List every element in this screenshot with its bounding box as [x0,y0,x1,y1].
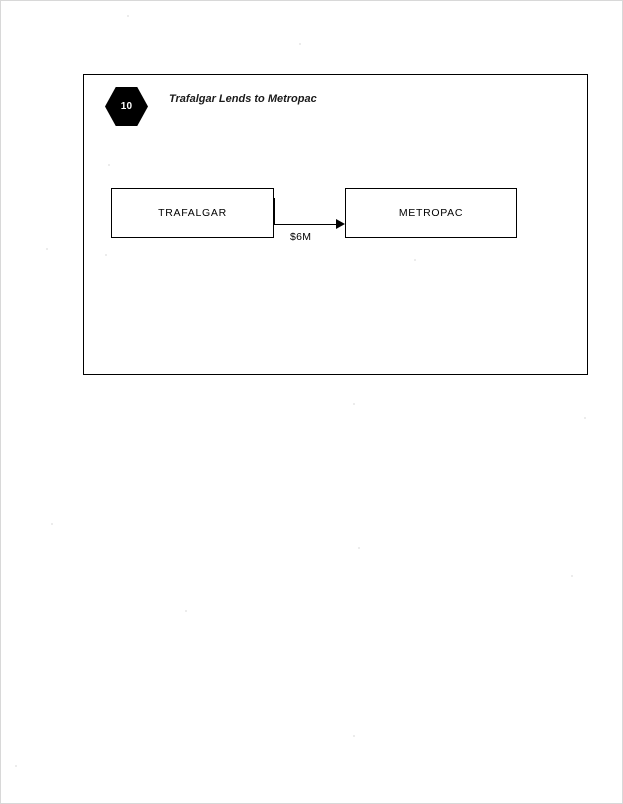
arrow-horizontal-segment [274,224,338,225]
scan-speckle [185,610,187,612]
entity-label-metropac: METROPAC [398,207,464,219]
entity-box-trafalgar [111,188,274,238]
scan-speckle [414,259,416,261]
entity-label-trafalgar: TRAFALGAR [158,207,227,219]
scan-speckle [571,575,573,577]
scan-speckle [353,735,355,737]
step-number-label: 10 [120,101,133,112]
scan-speckle [299,43,301,45]
figure-frame [83,74,588,375]
scan-speckle [584,417,586,419]
arrow-vertical-segment [274,198,275,225]
flow-amount-label: $6M [290,231,312,243]
scan-speckle [353,403,355,405]
scan-speckle [358,547,360,549]
scan-speckle [46,248,48,250]
scan-speckle [108,164,110,166]
step-number-badge [105,87,148,126]
arrow-head-icon [336,219,345,229]
entity-box-metropac [345,188,517,238]
scan-speckle [105,254,107,256]
scan-speckle [15,765,17,767]
figure-title: Trafalgar Lends to Metropac [169,93,317,105]
flow-arrow-icon [274,198,346,226]
scan-speckle [127,15,129,17]
scan-speckle [51,523,53,525]
